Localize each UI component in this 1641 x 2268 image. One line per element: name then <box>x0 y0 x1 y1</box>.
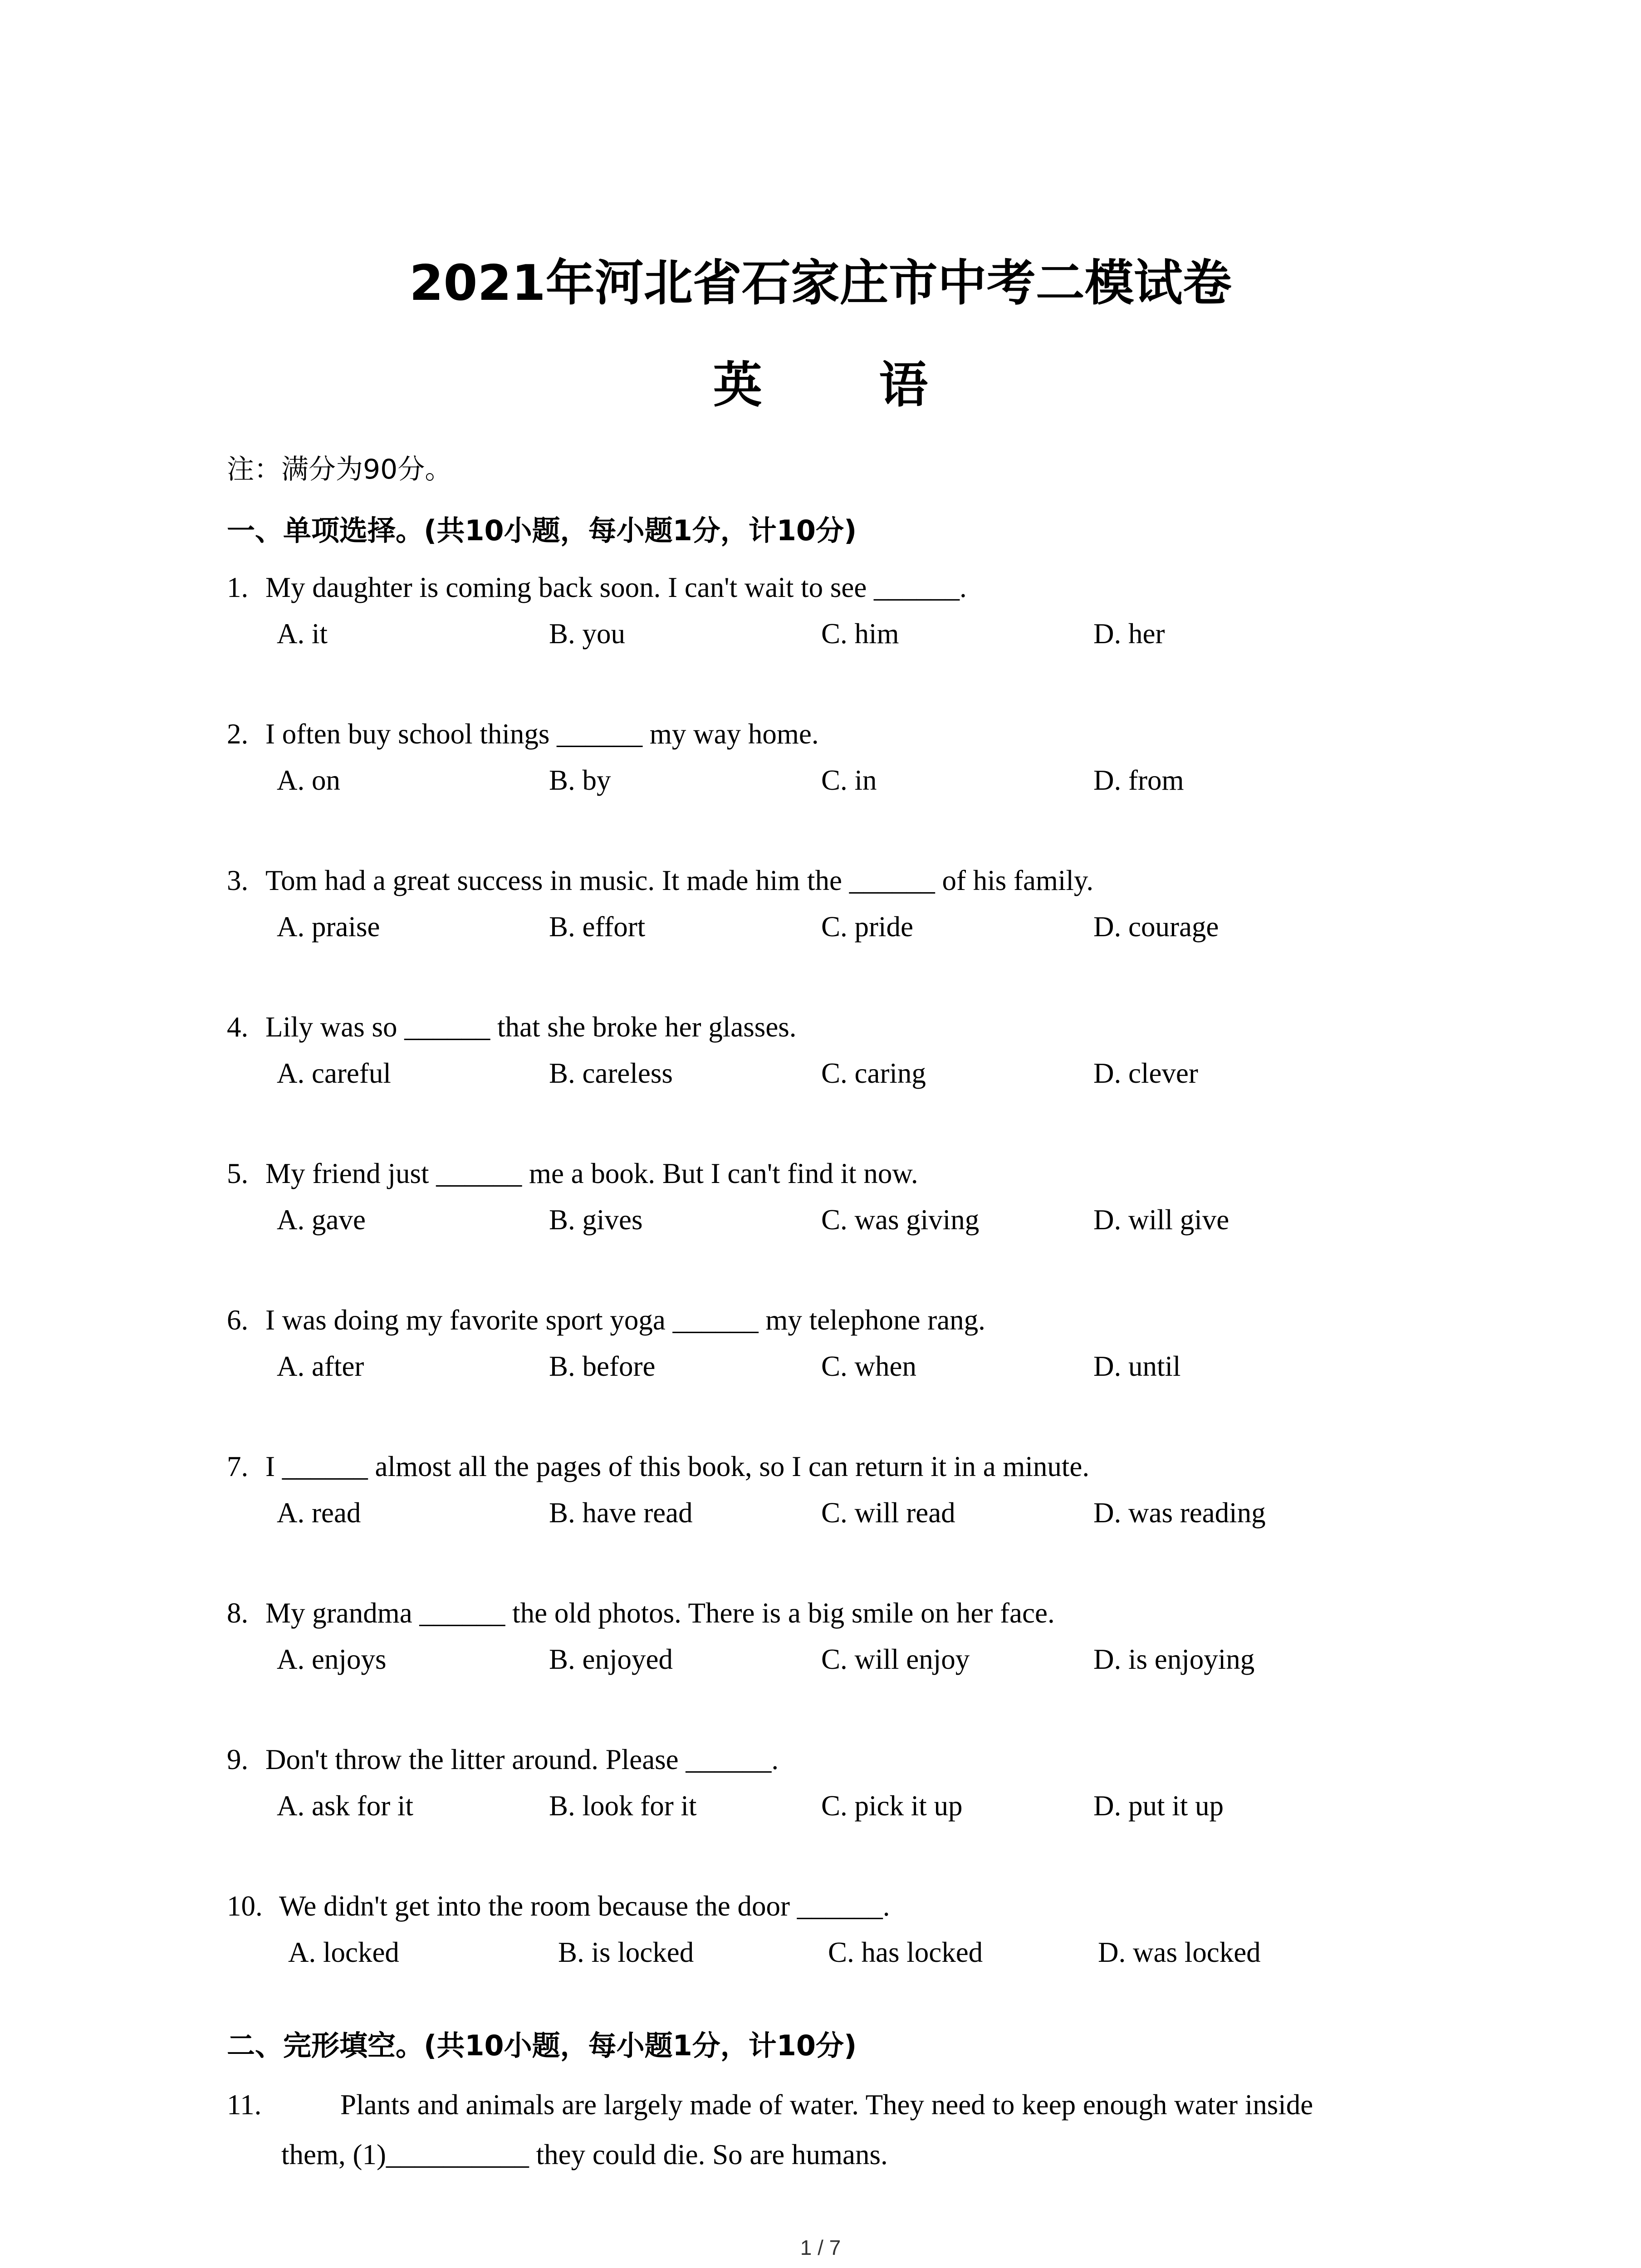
question-2 <box>227 711 1497 803</box>
section1-heading: 一、单项选择。(共10小题，每小题1分，计10分) <box>227 514 857 547</box>
question-number: 6. <box>227 1304 249 1336</box>
option-b: B. effort <box>549 911 646 943</box>
option-b: B. look for it <box>549 1790 697 1822</box>
option-a: A. ask for it <box>277 1790 413 1822</box>
option-a: A. locked <box>288 1936 399 1968</box>
page-number: 1 / 7 <box>800 2236 841 2259</box>
question-4 <box>227 1004 1497 1096</box>
option-d: D. until <box>1093 1350 1181 1382</box>
option-c: C. him <box>821 618 899 650</box>
option-c: C. caring <box>821 1057 926 1089</box>
option-b: B. gives <box>549 1204 643 1236</box>
option-d: D. clever <box>1093 1057 1198 1089</box>
option-d: D. put it up <box>1093 1790 1224 1822</box>
option-d: D. courage <box>1093 911 1219 943</box>
option-c: C. when <box>821 1350 916 1382</box>
exam-title: 2021年河北省石家庄市中考二模试卷 <box>409 255 1232 312</box>
option-d: D. was reading <box>1093 1497 1266 1529</box>
question-1 <box>227 565 1497 656</box>
question-stem: My grandma ______ the old photos. There is a big smile on her face. <box>265 1597 1055 1629</box>
option-a: A. enjoys <box>277 1643 387 1675</box>
question-7 <box>227 1444 1497 1535</box>
question-5 <box>227 1151 1497 1242</box>
question-number: 7. <box>227 1451 249 1482</box>
option-a: A. read <box>277 1497 361 1529</box>
question-number: 10. <box>227 1890 263 1922</box>
option-a: A. on <box>277 764 340 796</box>
question-number: 9. <box>227 1744 249 1775</box>
question-stem: I often buy school things ______ my way home. <box>265 718 819 750</box>
option-c: C. will enjoy <box>821 1643 970 1675</box>
option-a: A. gave <box>277 1204 366 1236</box>
option-a: A. careful <box>277 1057 391 1089</box>
subject-title: 英 语 <box>713 357 978 414</box>
option-d: D. will give <box>1093 1204 1230 1236</box>
option-d: D. from <box>1093 764 1184 796</box>
question-stem: Don't throw the litter around. Please ______. <box>265 1744 779 1775</box>
question-stem: My friend just ______ me a book. But I can't find it now. <box>265 1158 918 1189</box>
option-b: B. you <box>549 618 626 650</box>
question-8 <box>227 1590 1497 1682</box>
score-note: 注：满分为90分。 <box>227 454 452 485</box>
option-a: A. praise <box>277 911 380 943</box>
question-9 <box>227 1737 1497 1828</box>
question-stem: My daughter is coming back soon. I can't wait to see ______. <box>265 572 967 603</box>
option-c: C. was giving <box>821 1204 980 1236</box>
option-b: B. careless <box>549 1057 673 1089</box>
question-number: 3. <box>227 865 249 896</box>
question-3 <box>227 858 1497 949</box>
question-number: 8. <box>227 1597 249 1629</box>
passage-line-2: them, (1)__________ they could die. So are humans. <box>281 2139 888 2170</box>
option-b: B. enjoyed <box>549 1643 673 1675</box>
question-number: 4. <box>227 1011 249 1043</box>
option-d: D. her <box>1093 618 1165 650</box>
question-stem: Lily was so ______ that she broke her glasses. <box>265 1011 797 1043</box>
option-b: B. before <box>549 1350 656 1382</box>
cloze-passage <box>227 2080 1406 2180</box>
option-a: A. after <box>277 1350 364 1382</box>
option-c: C. pride <box>821 911 913 943</box>
option-a: A. it <box>277 618 328 650</box>
question-number: 5. <box>227 1158 249 1189</box>
option-d: D. was locked <box>1098 1936 1261 1968</box>
option-b: B. is locked <box>558 1936 694 1968</box>
option-d: D. is enjoying <box>1093 1643 1255 1675</box>
option-b: B. have read <box>549 1497 693 1529</box>
question-stem: I was doing my favorite sport yoga ______ my telephone rang. <box>265 1304 985 1336</box>
question-number: 2. <box>227 718 249 750</box>
question-number: 11. <box>227 2089 262 2121</box>
section2-heading: 二、完形填空。(共10小题，每小题1分，计10分) <box>227 2029 857 2062</box>
option-c: C. pick it up <box>821 1790 963 1822</box>
option-b: B. by <box>549 764 611 796</box>
passage-line-1: Plants and animals are largely made of water. They need to keep enough water inside <box>340 2089 1313 2121</box>
option-c: C. has locked <box>828 1936 983 1968</box>
option-c: C. in <box>821 764 877 796</box>
question-6 <box>227 1297 1497 1389</box>
question-10 <box>227 1883 1497 1975</box>
option-c: C. will read <box>821 1497 955 1529</box>
question-stem: I ______ almost all the pages of this book, so I can return it in a minute. <box>265 1451 1090 1482</box>
question-number: 1. <box>227 572 249 603</box>
question-stem: We didn't get into the room because the door ______. <box>279 1890 890 1922</box>
question-stem: Tom had a great success in music. It made him the ______ of his family. <box>265 865 1094 896</box>
